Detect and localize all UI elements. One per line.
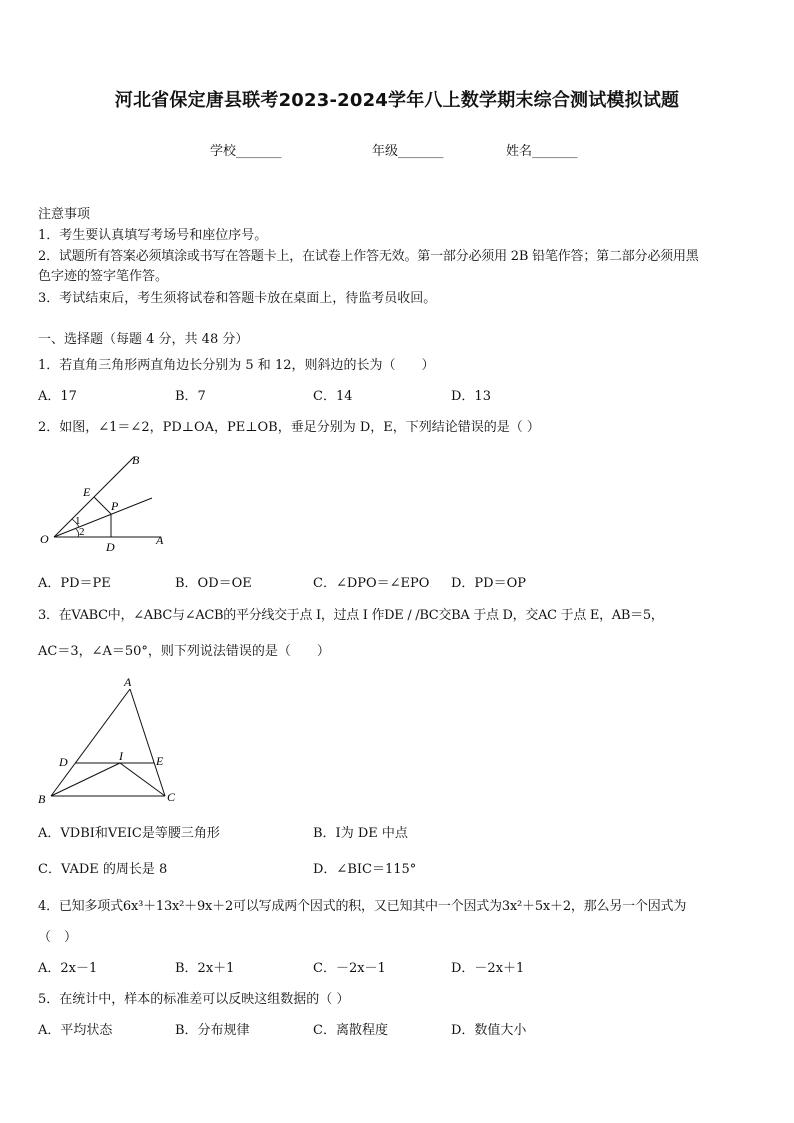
question-3-stem-line2: AC＝3，∠A＝50°，则下列说法错误的是（ ）: [38, 644, 330, 659]
q4-option-a: A．2x－1: [38, 961, 98, 976]
q5-option-c: C．离散程度: [313, 1023, 388, 1038]
q1-option-b: B．7: [175, 389, 206, 404]
label-e: E: [83, 485, 91, 499]
q4-option-c: C．－2x－1: [313, 961, 386, 976]
q3-option-c: C．VADE 的周长是 8: [38, 862, 168, 877]
q2-option-a: A．PD＝PE: [38, 576, 111, 591]
question-4-stem-line1: 4．已知多项式6x³＋13x²＋9x＋2可以写成两个因式的积，又已知其中一个因式为3x²＋5x＋2，那么另一个因式为: [38, 899, 687, 914]
side-ab: [51, 689, 130, 796]
q1-option-d: D．13: [451, 389, 491, 404]
label-d: D: [59, 755, 68, 769]
q2-option-b: B．OD＝OE: [175, 576, 252, 591]
ray-op: [54, 498, 152, 537]
question-5-stem: 5．在统计中，样本的标准差可以反映这组数据的（ ）: [38, 992, 350, 1007]
notice-item: 2．试题所有答案必须填涂或书写在答题卡上，在试卷上作答无效。第一部分必须用 2B 铅笔作答；第二部分必须用黑: [38, 249, 699, 264]
section-heading: 一、选择题（每题 4 分，共 48 分）: [38, 332, 249, 347]
label-a: A: [156, 533, 164, 547]
q3-figure: [34, 674, 184, 810]
q3-option-b: B．I为 DE 中点: [313, 826, 408, 841]
label-d: D: [106, 540, 115, 554]
q2-figure: [36, 448, 176, 558]
q1-option-a: A．17: [38, 389, 77, 404]
question-3-stem-line1: 3．在VABC中，∠ABC与∠ACB的平分线交于点 I，过点 I 作DE / /BC交BA 于点 D，交AC 于点 E，AB＝5，: [38, 608, 664, 623]
question-1-stem: 1．若直角三角形两直角边长分别为 5 和 12，则斜边的长为（ ）: [38, 358, 435, 373]
notice-item: 1．考生要认真填写考场号和座位序号。: [38, 228, 268, 243]
label-angle-2: 2: [79, 526, 85, 538]
question-4-stem-line2: （ ）: [38, 930, 78, 945]
q1-option-c: C．14: [313, 389, 353, 404]
name-field: 姓名_______: [506, 144, 578, 159]
q5-option-d: D．数值大小: [451, 1023, 527, 1038]
question-2-stem: 2．如图，∠1＝∠2，PD⊥OA，PE⊥OB，垂足分别为 D，E，下列结论错误的是（ ）: [38, 420, 540, 435]
q2-option-c: C．∠DPO＝∠EPO: [313, 576, 430, 591]
label-b: B: [132, 453, 140, 467]
label-angle-1: 1: [75, 515, 81, 527]
q4-option-b: B．2x＋1: [175, 961, 235, 976]
q2-option-d: D．PD＝OP: [451, 576, 526, 591]
segment-pe: [94, 497, 111, 514]
q5-option-b: B．分布规律: [175, 1023, 250, 1038]
page-title: 河北省保定唐县联考2023-2024学年八上数学期末综合测试模拟试题: [114, 90, 680, 111]
q4-option-d: D．－2x＋1: [451, 961, 525, 976]
label-p: P: [111, 499, 119, 513]
q3-option-a: A．VDBI和VEIC是等腰三角形: [38, 826, 220, 841]
notice-heading: 注意事项: [38, 207, 91, 222]
grade-field: 年级_______: [372, 144, 444, 159]
q5-option-a: A．平均状态: [38, 1023, 113, 1038]
school-field: 学校_______: [210, 144, 282, 159]
notice-item: 色字迹的签字笔作答。: [38, 269, 169, 284]
label-i: I: [119, 749, 123, 763]
label-e: E: [156, 754, 164, 768]
label-c: C: [167, 790, 176, 804]
notice-item: 3．考试结束后，考生须将试卷和答题卡放在桌面上，待监考员收回。: [38, 291, 437, 306]
side-ac: [130, 689, 165, 796]
label-a: A: [124, 675, 132, 689]
label-o: O: [40, 532, 49, 546]
q3-option-d: D．∠BIC＝115°: [313, 862, 417, 877]
label-b: B: [38, 792, 46, 806]
